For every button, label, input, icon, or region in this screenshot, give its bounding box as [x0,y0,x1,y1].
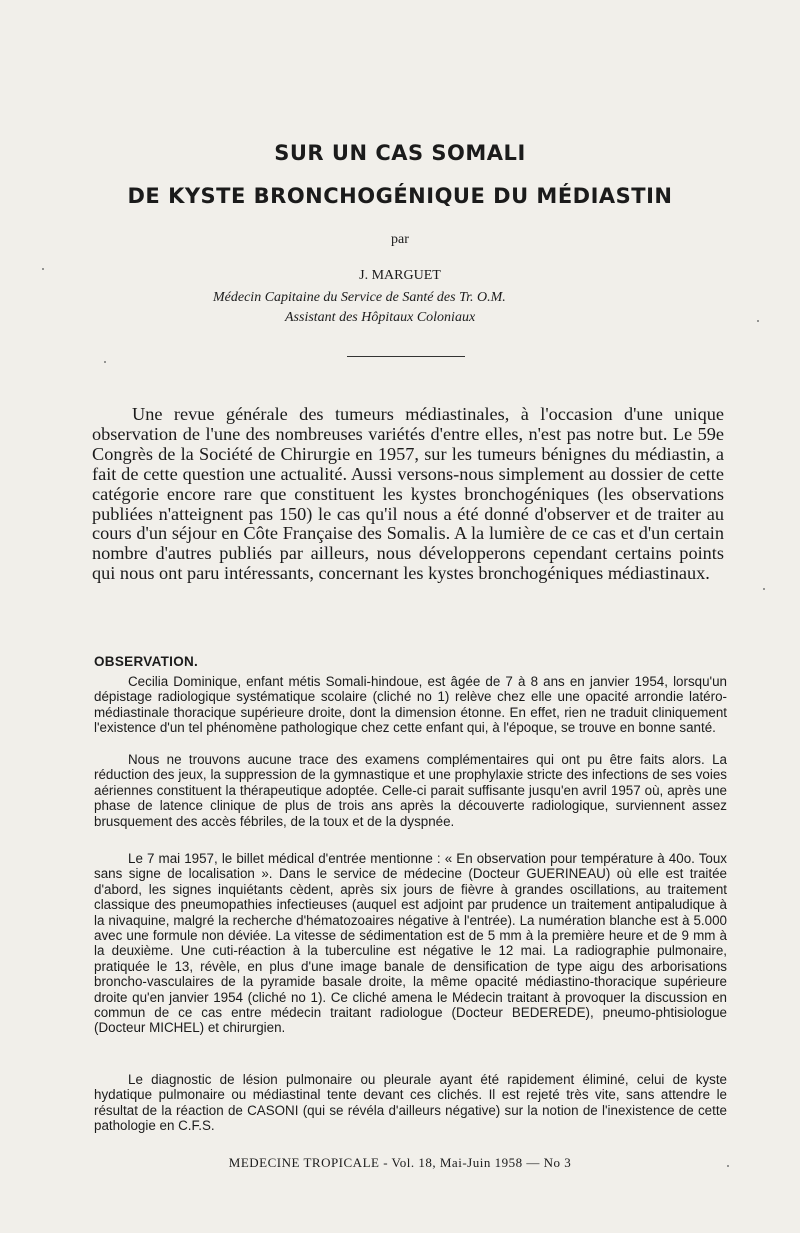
section-heading: OBSERVATION. [94,654,199,669]
scan-speck [727,1165,729,1167]
separator-rule [347,356,465,357]
byline-par: par [391,232,409,247]
body-paragraph: Le diagnostic de lésion pulmonaire ou pleurale ayant été rapidement éliminé, celui de kyste hydatique pulmonaire ou médiastinal tente devant ces clichés. Il est rejeté très vite, sans attendre le résultat de la réaction de CASONI (qui se révéla d'ailleurs négative) sur la notion de l'inexistence de cette pathologie en C.F.S. [94,1072,727,1134]
intro-paragraph: Une revue générale des tumeurs médiastinales, à l'occasion d'une unique observation de l'une des nombreuses variétés d'entre elles, n'est pas notre but. Le 59e Congrès de la Société de Chirurgie en 1957, sur les tumeurs bénignes du médiastin, a fait de cette question une actualité. Aussi versons-nous simplement au dossier de cette catégorie encore rare que constituent les kystes bronchogéniques (les observations publiées n'atteignent pas 150) le cas qu'il nous a été donné d'observer et de traiter au cours d'un séjour en Côte Française des Somalis. A la lumière de ce cas et d'un certain nombre d'autres publiés par ailleurs, nous développerons cependant certains points qui nous ont paru intéressants, concernant les kystes bronchogéniques médiastinaux. [92,404,724,584]
article-title-line-1: SUR UN CAS SOMALI [274,141,526,165]
author-affiliation-2: Assistant des Hôpitaux Coloniaux [285,310,476,325]
page-footer: MEDECINE TROPICALE - Vol. 18, Mai-Juin 1958 — No 3 [228,1155,572,1170]
body-paragraph: Cecilia Dominique, enfant métis Somali-hindoue, est âgée de 7 à 8 ans en janvier 1954, lorsqu'un dépistage radiologique systématique scolaire (cliché no 1) relève chez elle une opacité arrondie latéro-médiastinale thoracique supérieure droite, dont la dimension étonne. En effet, rien ne traduit cliniquement l'existence d'un tel phénomène pathologique chez cette enfant qui, à l'époque, se trouve en bonne santé. [94,674,727,736]
scan-speck [757,320,759,322]
article-title-line-2: DE KYSTE BRONCHOGÉNIQUE DU MÉDIASTIN [127,184,673,208]
author-affiliation-1: Médecin Capitaine du Service de Santé des Tr. O.M. [213,290,506,305]
scan-speck [104,361,106,363]
scan-speck [763,588,765,590]
body-paragraph: Le 7 mai 1957, le billet médical d'entrée mentionne : « En observation pour température à 40o. Toux sans signe de localisation ». Dans le service de médecine (Docteur GUERINEAU) où elle est traitée d'abord, les signes inquiétants cèdent, après six jours de fièvre à grandes oscillations, au traitement classique des pneumopathies infectieuses (auquel est adjoint par prudence un traitement antipaludique à la nivaquine, malgré la recherche d'hématozoaires négative à l'entrée). La numération blanche est à 5.000 avec une formule non déviée. La vitesse de sédimentation est de 5 mm à la première heure et de 9 mm à la deuxième. Une cuti-réaction à la tuberculine est négative le 12 mai. La radiographie pulmonaire, pratiquée le 13, révèle, en plus d'une image banale de densification de type aigu des arborisations broncho-vasculaires de la pyramide basale droite, la même opacité médiastino-thoracique supérieure droite qu'en janvier 1954 (cliché no 1). Ce cliché amena le Médecin traitant à provoquer la discussion en commun de ce cas entre médecin traitant radiologue (Docteur BEDEREDE), pneumo-phtisiologue (Docteur MICHEL) et chirurgien. [94,851,727,1036]
body-paragraph: Nous ne trouvons aucune trace des examens complémentaires qui ont pu être faits alors. La réduction des jeux, la suppression de la gymnastique et une prophylaxie stricte des infections de ses voies aériennes constituent la thérapeutique adoptée. Celle-ci parait suffisante jusqu'en avril 1957 où, après une phase de latence clinique de plus de trois ans après la découverte radiologique, surviennent assez brusquement des accès fébriles, de la toux et de la dyspnée. [94,752,727,829]
author-name: J. MARGUET [359,268,441,283]
scan-speck [42,268,44,270]
